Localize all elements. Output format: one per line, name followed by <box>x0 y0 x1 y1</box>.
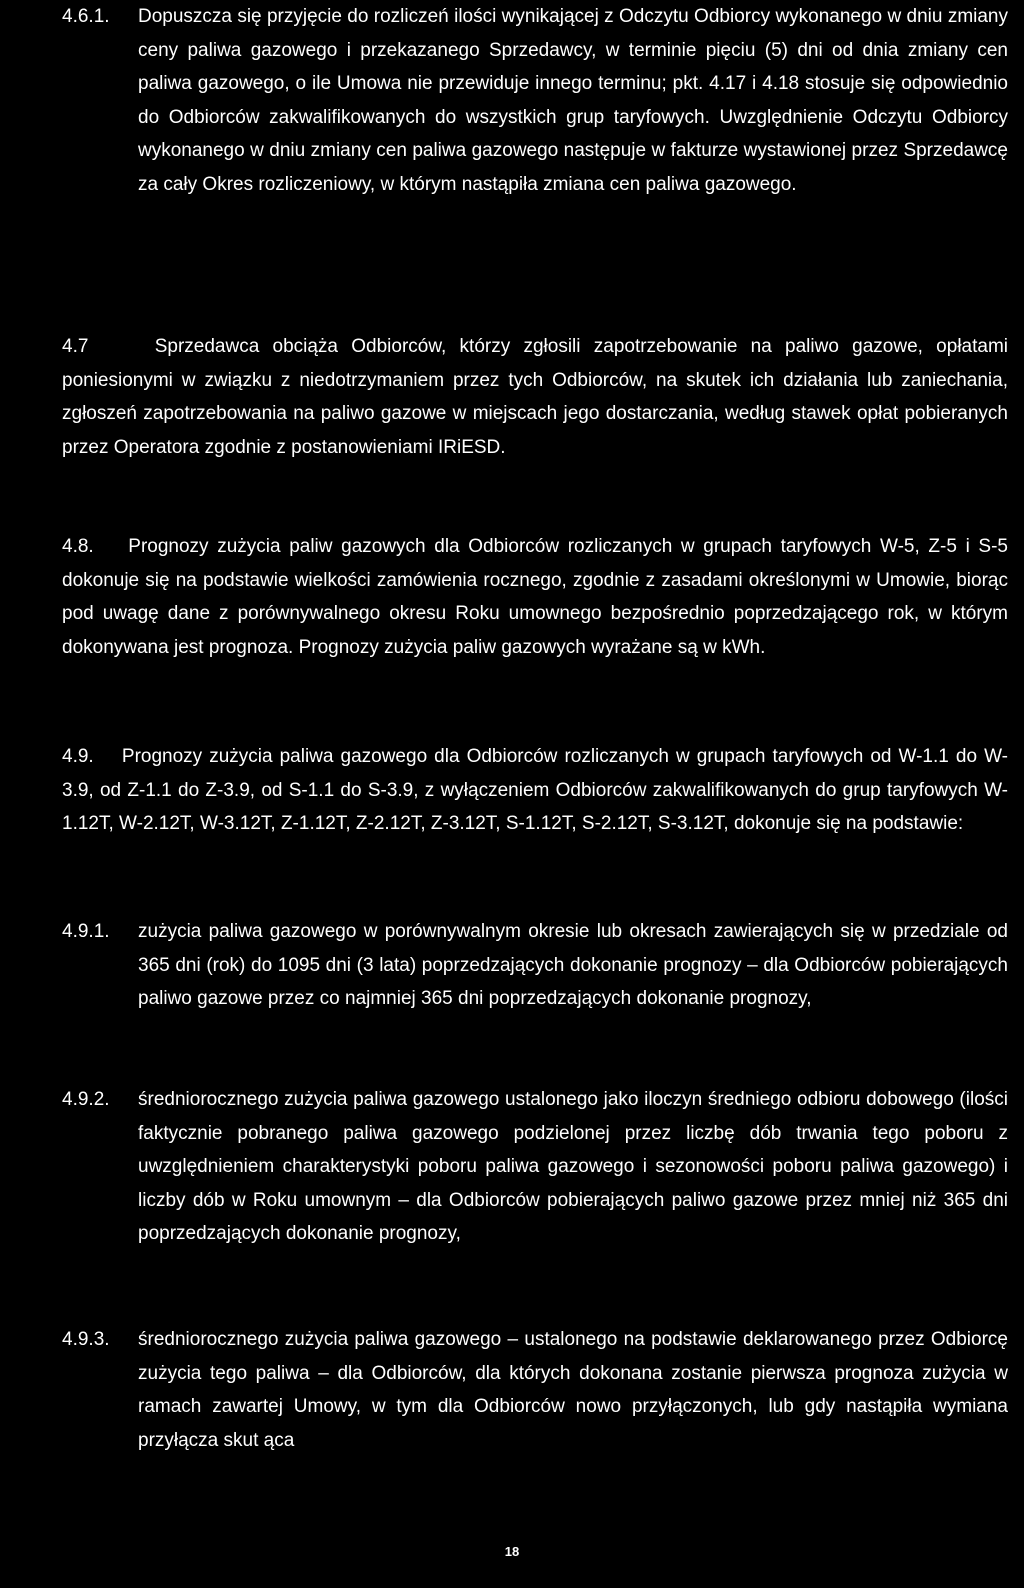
paragraph-number: 4.6.1. <box>62 6 110 27</box>
paragraph-4-7 <box>0 330 1024 520</box>
paragraph-number: 4.9.1. <box>62 921 110 942</box>
paragraph-4-9-1 <box>0 915 1024 1065</box>
paragraph-4-8 <box>0 530 1024 720</box>
paragraph-4-9-3 <box>0 1323 1024 1493</box>
paragraph-4-9-2 <box>0 1083 1024 1313</box>
paragraph-body: Prognozy zużycia paliwa gazowego dla Odbiorców rozliczanych w grupach taryfowych od W-1.1 do W-3.9, od Z-1.1 do Z-3.9, od S-1.1 do S-3.9, z wyłączeniem Odbiorców zakwalifikowanych do grup taryfowych W-1.12T, W-2.12T, W-3.12T, Z-1.12T, Z-2.12T, Z-3.12T, S-1.12T, S-2.12T, S-3.12T, dokonuje się na podstawie: <box>62 746 1008 834</box>
paragraph-body: Sprzedawca obciąża Odbiorców, którzy zgłosili zapotrzebowanie na paliwo gazowe, opłatami poniesionymi w związku z niedotrzymaniem przez tych Odbiorców, na skutek ich działania lub zaniechania, zgłoszeń zapotrzebowania na paliwo gazowe w miejscach jego dostarczania, według stawek opłat pobieranych przez Operatora zgodnie z postanowieniami IRiESD. <box>62 336 1008 458</box>
paragraph-text <box>62 740 1008 841</box>
paragraph-text: Dopuszcza się przyjęcie do rozliczeń ilości wynikającej z Odczytu Odbiorcy wykonanego w dniu zmiany ceny paliwa gazowego i przekazanego Sprzedawcy, w terminie pięciu (5) dni od dnia zmiany cen paliwa gazowego, o ile Umowa nie przewiduje innego terminu; pkt. 4.17 i 4.18 stosuje się odpowiednio do Odbiorców zakwalifikowanych do wszystkich grup taryfowych. Uwzględnienie Odczytu Odbiorcy wykonanego w dniu zmiany cen paliwa gazowego następuje w fakturze wystawionej przez Sprzedawcę za cały Okres rozliczeniowy, w którym nastąpiła zmiana cen paliwa gazowego. <box>138 6 1008 195</box>
paragraph-4-6-1 <box>0 0 1024 320</box>
paragraph-number: 4.9. <box>62 746 94 767</box>
page-number: 18 <box>504 1544 520 1559</box>
paragraph-text: średniorocznego zużycia paliwa gazowego – ustalonego na podstawie deklarowanego przez Odbiorcę zużycia tego paliwa – dla Odbiorców, dla których dokonana zostanie pierwsza prognoza zużycia w ramach zawartej Umowy, w tym dla Odbiorców nowo przyłączonych, lub gdy nastąpiła wymiana przyłącza skut ąca <box>138 1329 1008 1451</box>
paragraph-4-9 <box>0 740 1024 890</box>
paragraph-number: 4.9.2. <box>62 1089 110 1110</box>
paragraph-number: 4.7 <box>62 336 89 357</box>
paragraph-body: Prognozy zużycia paliw gazowych dla Odbiorców rozliczanych w grupach taryfowych W-5, Z-5 i S-5 dokonuje się na podstawie wielkości zamówienia rocznego, zgodnie z zasadami określonymi w Umowie, biorąc pod uwagę dane z porównywalnego okresu Roku umownego bezpośrednio poprzedzającego rok, w którym dokonywana jest prognoza. Prognozy zużycia paliw gazowych wyrażane są w kWh. <box>62 536 1008 658</box>
paragraph-number: 4.8. <box>62 536 94 557</box>
paragraph-text: średniorocznego zużycia paliwa gazowego ustalonego jako iloczyn średniego odbioru dobowego (ilości faktycznie pobranego paliwa gazowego podzielonej przez liczbę dób trwania tego poboru z uwzględnieniem charakterystyki poboru paliwa gazowego i sezonowości poboru paliwa gazowego) i liczby dób w Roku umownym – dla Odbiorców pobierających paliwo gazowe przez mniej niż 365 dni poprzedzających dokonanie prognozy, <box>138 1089 1008 1244</box>
paragraph-number: 4.9.3. <box>62 1329 110 1350</box>
paragraph-text: zużycia paliwa gazowego w porównywalnym okresie lub okresach zawierających się w przedziale od 365 dni (rok) do 1095 dni (3 lata) poprzedzających dokonanie prognozy – dla Odbiorców pobierających paliwo gazowe przez co najmniej 365 dni poprzedzających dokonanie prognozy, <box>138 921 1008 1009</box>
paragraph-text <box>62 530 1008 664</box>
paragraph-text <box>62 330 1008 464</box>
